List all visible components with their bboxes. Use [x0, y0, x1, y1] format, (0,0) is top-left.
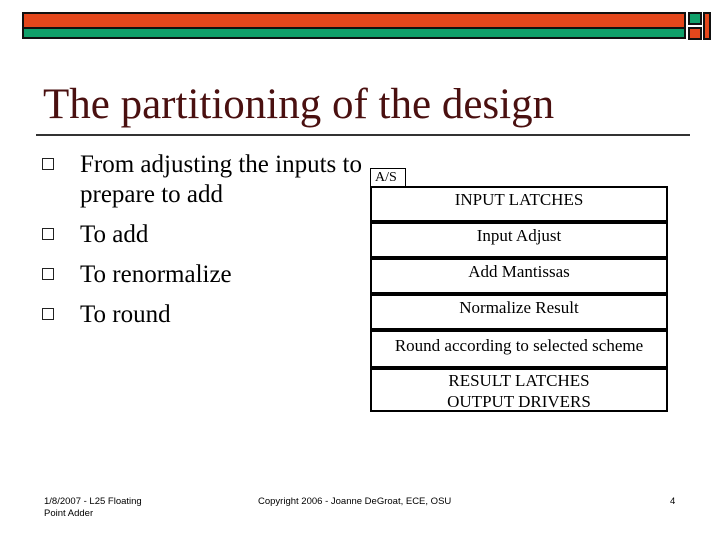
- bullet-text: From adjusting the inputs to prepare to add: [80, 151, 362, 208]
- hollow-square-bullet-icon: [42, 228, 54, 240]
- bullet-item: [42, 150, 362, 210]
- hollow-square-bullet-icon: [42, 158, 54, 170]
- hollow-square-bullet-icon: [42, 268, 54, 280]
- stage-input-adjust: [370, 222, 668, 258]
- decoration-square: [703, 12, 711, 40]
- decoration-green-band: [22, 29, 686, 39]
- stage-input-latches: [370, 186, 668, 222]
- decoration-square: [688, 12, 702, 25]
- stage-label: Add Mantissas: [468, 262, 570, 281]
- footer-date-course: [44, 496, 174, 520]
- bullet-text: To round: [80, 301, 171, 328]
- pipeline-diagram: [366, 168, 672, 412]
- bullet-text: To add: [80, 221, 149, 248]
- bullet-item: [42, 260, 362, 290]
- bullet-item: [42, 220, 362, 250]
- bullet-text: To renormalize: [80, 261, 232, 288]
- bullet-item: [42, 300, 362, 330]
- footer-copyright: Copyright 2006 - Joanne DeGroat, ECE, OSU: [258, 496, 452, 507]
- title-divider: [36, 134, 690, 136]
- slide-title: The partitioning of the design: [43, 81, 555, 128]
- top-decoration-bar: [0, 0, 720, 50]
- stage-result-output: [370, 368, 668, 412]
- page-number: 4: [670, 496, 676, 507]
- bullet-list: [42, 150, 362, 340]
- stage-label: Input Adjust: [476, 226, 562, 245]
- stage-label: Normalize Result: [459, 298, 579, 317]
- decoration-square: [688, 27, 702, 40]
- stage-round: [370, 330, 668, 368]
- decoration-red-band: [22, 12, 686, 29]
- stage-label: INPUT LATCHES: [454, 190, 584, 209]
- as-signal-label: A/S: [370, 168, 406, 186]
- footer-line: 1/8/2007 - L25 Floating: [44, 496, 142, 507]
- stage-add-mantissas: [370, 258, 668, 294]
- stage-label: OUTPUT DRIVERS: [447, 392, 591, 411]
- stage-normalize-result: [370, 294, 668, 330]
- stage-label: RESULT LATCHES: [448, 371, 590, 390]
- stage-label: Round according to selected scheme: [394, 336, 644, 355]
- footer-line: Point Adder: [44, 508, 94, 519]
- hollow-square-bullet-icon: [42, 308, 54, 320]
